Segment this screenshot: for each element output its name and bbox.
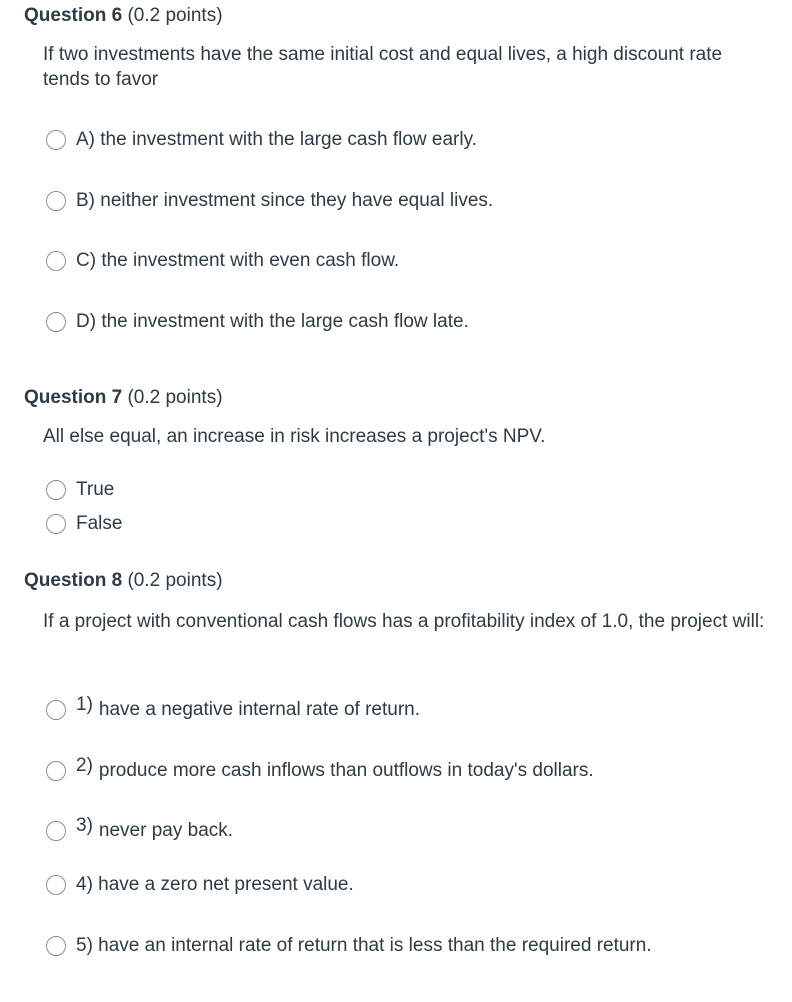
question-8-option-1[interactable] (46, 694, 420, 722)
radio-button[interactable] (46, 480, 66, 500)
question-8-points: (0.2 points) (127, 570, 223, 591)
radio-button[interactable] (46, 130, 66, 150)
option-label: produce more cash inflows than outflows in today's dollars. (98, 760, 594, 781)
question-7-title: Question 7 (24, 387, 123, 408)
question-6-option-c[interactable] (46, 249, 399, 273)
radio-button[interactable] (46, 514, 66, 534)
question-6-title: Question 6 (24, 5, 123, 26)
radio-button[interactable] (46, 251, 66, 271)
radio-button[interactable] (46, 875, 66, 895)
option-label: never pay back. (98, 820, 234, 841)
option-label: 5) have an internal rate of return that is less than the required return. (76, 935, 652, 956)
option-label: have a negative internal rate of return. (98, 699, 420, 720)
radio-button[interactable] (46, 191, 66, 211)
radio-button[interactable] (46, 312, 66, 332)
option-label: D) the investment with the large cash flow late. (76, 311, 469, 332)
question-7-header (24, 386, 223, 410)
question-6-option-a[interactable] (46, 128, 477, 152)
question-6-option-b[interactable] (46, 189, 493, 213)
question-6-option-d[interactable] (46, 310, 469, 334)
question-7-text: All else equal, an increase in risk increases a project's NPV. (43, 426, 546, 447)
question-8-option-3[interactable] (46, 815, 234, 843)
option-label: B) neither investment since they have equal lives. (76, 190, 494, 211)
question-7-option-true[interactable] (46, 478, 114, 502)
radio-button[interactable] (46, 761, 66, 781)
question-8-header (24, 569, 223, 593)
radio-button[interactable] (46, 700, 66, 720)
question-8-text: If a project with conventional cash flows has a profitability index of 1.0, the project will: (43, 611, 765, 632)
question-8-option-2[interactable] (46, 755, 594, 783)
option-number: 2) (76, 755, 93, 776)
question-6-points: (0.2 points) (127, 5, 223, 26)
question-8-option-5[interactable] (46, 934, 652, 958)
question-8-title: Question 8 (24, 570, 123, 591)
question-6-header (24, 4, 223, 28)
radio-button[interactable] (46, 821, 66, 841)
question-6-text: If two investments have the same initial cost and equal lives, a high discount rate tends to favor (43, 44, 723, 90)
question-7-points: (0.2 points) (127, 387, 223, 408)
option-label: False (76, 513, 123, 534)
question-7-option-false[interactable] (46, 512, 122, 536)
option-label: True (76, 479, 115, 500)
question-8-option-4[interactable] (46, 873, 354, 897)
option-label: 4) have a zero net present value. (76, 874, 354, 895)
option-number: 1) (76, 694, 93, 715)
option-label: A) the investment with the large cash flow early. (76, 129, 477, 150)
option-number: 3) (76, 815, 93, 836)
option-label: C) the investment with even cash flow. (76, 250, 400, 271)
radio-button[interactable] (46, 936, 66, 956)
